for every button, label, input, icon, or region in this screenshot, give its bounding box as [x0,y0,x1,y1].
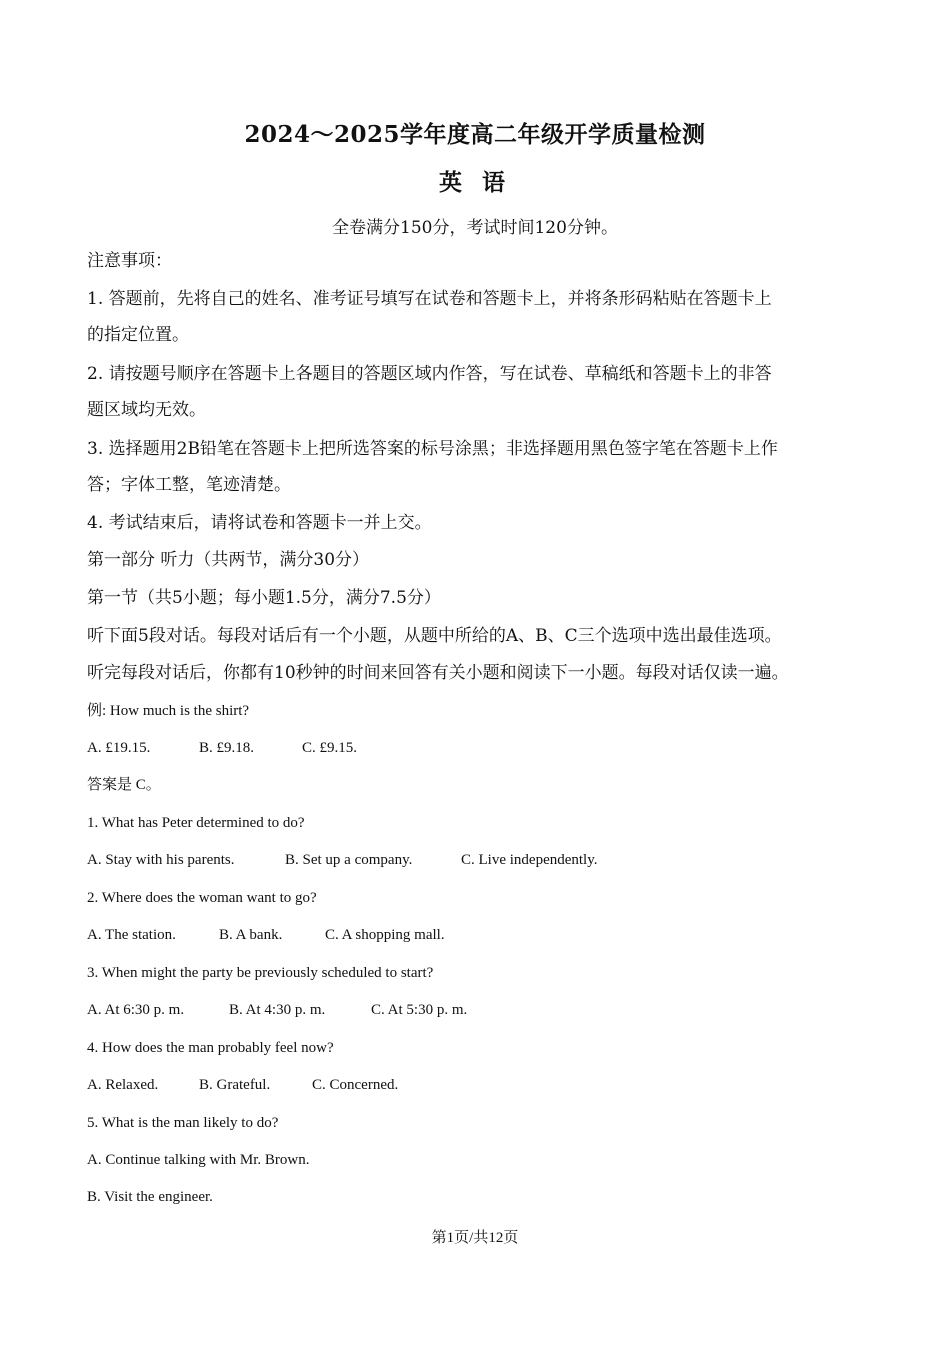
q2-option-a: A. The station. [87,927,176,943]
note-2-line-2: 题区域均无效。 [87,400,206,420]
page-number: 第1页/共12页 [431,1230,519,1246]
exam-title: 2024～2025学年度高二年级开学质量检测 [244,121,706,148]
question-1-options [87,849,598,871]
section1-heading: 第一节（共5小题；每小题1.5分，满分7.5分） [87,588,441,608]
example-options [87,737,357,759]
notes-heading: 注意事项： [87,251,172,271]
listening-instruction-line-2: 听完每段对话后，你都有10秒钟的时间来回答有关小题和阅读下一小题。每段对话仅读一遍。 [87,663,789,683]
q1-option-a: A. Stay with his parents. [87,852,235,868]
question-2-options [87,924,445,946]
note-2-line-1: 2. 请按题号顺序在答题卡上各题目的答题区域内作答，写在试卷、草稿纸和答题卡上的非答 [87,364,772,384]
q4-option-b: B. Grateful. [199,1077,271,1093]
q1-option-b: B. Set up a company. [285,852,413,868]
question-4-options [87,1074,398,1096]
question-3: 3. When might the party be previously scheduled to start? [87,965,434,981]
score-info: 全卷满分150分，考试时间120分钟。 [332,218,618,238]
question-3-options [87,999,467,1021]
note-4: 4. 考试结束后，请将试卷和答题卡一并上交。 [87,513,432,533]
q3-option-b: B. At 4:30 p. m. [229,1002,326,1018]
example-option-b: B. £9.18. [199,740,255,756]
question-1: 1. What has Peter determined to do? [87,815,305,831]
listening-instruction-line-1: 听下面5段对话。每段对话后有一个小题，从题中所给的A、B、C三个选项中选出最佳选项。 [87,626,782,646]
subject-title: 英 语 [438,169,511,196]
note-1-line-1: 1. 答题前，先将自己的姓名、准考证号填写在试卷和答题卡上，并将条形码粘贴在答题卡上 [87,289,772,309]
q4-option-a: A. Relaxed. [87,1077,159,1093]
q1-option-c: C. Live independently. [461,852,598,868]
part1-heading: 第一部分 听力（共两节，满分30分） [87,550,370,570]
example-question: 例: How much is the shirt? [87,703,250,719]
question-5: 5. What is the man likely to do? [87,1115,279,1131]
q3-option-a: A. At 6:30 p. m. [87,1002,185,1018]
note-3-line-2: 答；字体工整，笔迹清楚。 [87,475,291,495]
q3-option-c: C. At 5:30 p. m. [371,1002,468,1018]
note-1-line-2: 的指定位置。 [87,325,189,345]
question-2: 2. Where does the woman want to go? [87,890,317,906]
q5-option-a: A. Continue talking with Mr. Brown. [87,1152,310,1168]
q2-option-c: C. A shopping mall. [325,927,445,943]
example-option-a: A. £19.15. [87,740,151,756]
example-option-c: C. £9.15. [302,740,358,756]
q2-option-b: B. A bank. [219,927,283,943]
question-4: 4. How does the man probably feel now? [87,1040,334,1056]
example-answer: 答案是 C。 [87,777,161,793]
q4-option-c: C. Concerned. [312,1077,399,1093]
note-3-line-1: 3. 选择题用2B铅笔在答题卡上把所选答案的标号涂黑；非选择题用黑色签字笔在答题卡上作 [87,439,778,459]
q5-option-b: B. Visit the engineer. [87,1189,213,1205]
